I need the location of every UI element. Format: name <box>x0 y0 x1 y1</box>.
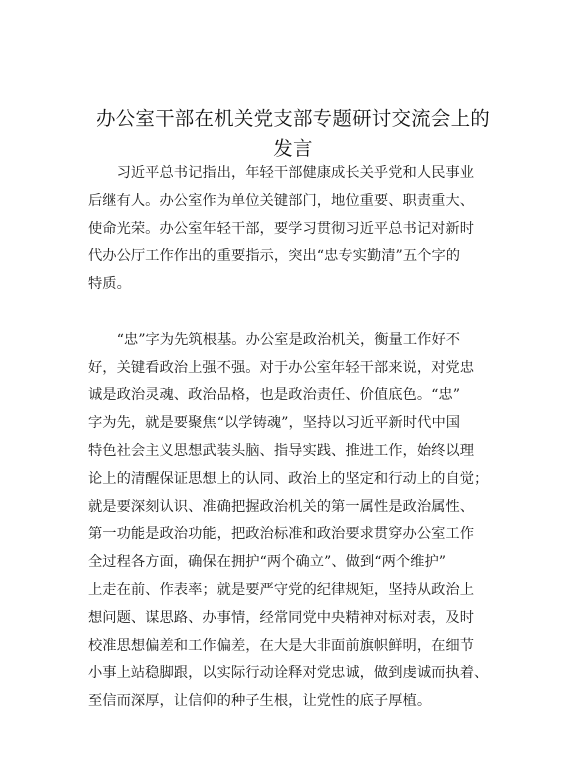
text-line: 诚是政治灵魂、政治品格，也是政治责任、价值底色。“忠” <box>88 387 461 404</box>
text-line: “忠”字为先筑根基。办公室是政治机关，衡量工作好不 <box>88 331 461 348</box>
text-line: 就是要深刻认识、准确把握政治机关的第一属性是政治属性、 <box>88 498 475 515</box>
text-line: 论上的清醒保证思想上的认同、政治上的坚定和行动上的自觉； <box>88 470 489 487</box>
document-title <box>80 104 506 164</box>
text-line: 想问题、谋思路、办事情，经常同党中央精神对标对表，及时 <box>88 609 475 626</box>
text-line: 后继有人。办公室作为单位关键部门，地位重要、职责重大、 <box>88 192 475 209</box>
title-line-1: 办公室干部在机关党支部专题研讨交流会上的 <box>95 107 490 130</box>
text-line: 上走在前、作表率；就是要严守党的纪律规矩，坚持从政治上 <box>88 581 475 598</box>
text-line: 第一功能是政治功能，把政治标准和政治要求贯穿办公室工作 <box>88 526 475 543</box>
paragraph-1 <box>88 160 508 299</box>
title-line-2: 发言 <box>273 137 313 160</box>
text-line: 小事上站稳脚跟，以实际行动诠释对党忠诚，做到虔诚而执着、 <box>88 665 489 682</box>
paragraph-gap <box>88 299 508 327</box>
text-line: 特质。 <box>88 276 131 293</box>
text-line: 校准思想偏差和工作偏差，在大是大非面前旗帜鲜明，在细节 <box>88 637 475 654</box>
text-line: 至信而深厚，让信仰的种子生根，让党性的底子厚植。 <box>88 693 432 710</box>
text-line: 全过程各方面，确保在拥护“两个确立”、做到“两个维护” <box>88 554 447 571</box>
text-line: 代办公厅工作作出的重要指示，突出“忠专实勤清”五个字的 <box>88 248 461 265</box>
text-line: 习近平总书记指出，年轻干部健康成长关乎党和人民事业 <box>88 165 475 181</box>
text-line: 特色社会主义思想武装头脑、指导实践、推进工作，始终以理 <box>88 442 475 459</box>
text-line: 使命光荣。办公室年轻干部，要学习贯彻习近平总书记对新时 <box>88 220 475 237</box>
paragraph-2 <box>88 327 508 716</box>
text-line: 字为先，就是要聚焦“以学铸魂”，坚持以习近平新时代中国 <box>88 415 461 432</box>
document-body <box>88 160 508 716</box>
text-line: 好，关键看政治上强不强。对于办公室年轻干部来说，对党忠 <box>88 359 475 376</box>
